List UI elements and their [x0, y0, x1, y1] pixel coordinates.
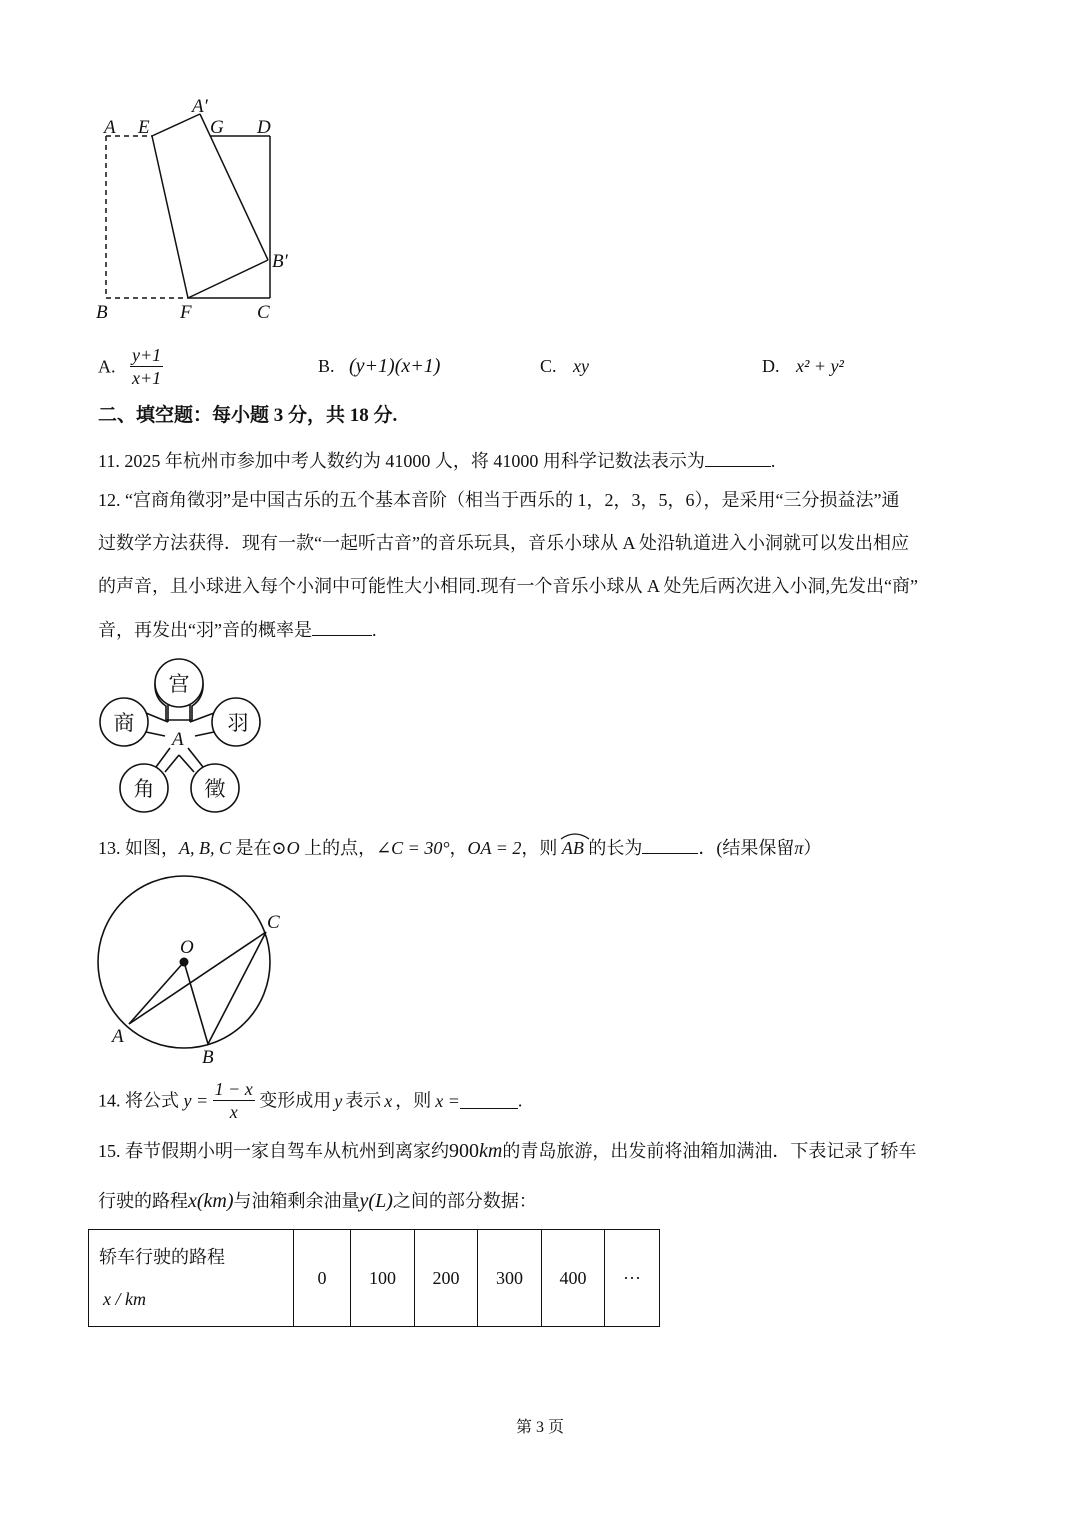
table-cell: 100	[351, 1230, 415, 1327]
answer-blank-11[interactable]	[705, 450, 771, 467]
q14-y: y =	[183, 1090, 209, 1111]
table-row	[89, 1230, 660, 1327]
q15-line2a: 行驶的路程	[98, 1191, 188, 1211]
option-a-label: A.	[98, 356, 116, 377]
folded-rectangle-figure	[90, 90, 310, 330]
table-header-cell	[89, 1230, 294, 1327]
option-b-label: B.	[318, 356, 335, 376]
circle-figure	[90, 870, 300, 1070]
table-cell: 300	[478, 1230, 542, 1327]
q13-points: A, B, C	[179, 838, 231, 858]
q13-center: O	[286, 838, 300, 858]
question-11-end: .	[770, 451, 776, 471]
question-13	[98, 837, 821, 858]
table-header-line2: x / km	[103, 1289, 146, 1309]
section-heading: 二、填空题：每小题 3 分，共 18 分.	[98, 405, 398, 426]
label-G: G	[210, 117, 224, 138]
q15-xkm: x(km)	[188, 1190, 234, 1212]
question-14	[98, 1078, 522, 1128]
label-A: A	[112, 1026, 124, 1047]
hole-shang: 商	[113, 711, 135, 735]
q14-mid3: ，则	[395, 1090, 432, 1111]
music-toy-figure	[90, 650, 280, 815]
q13-text5: ，则	[521, 838, 562, 858]
question-12-text: 音，再发出“羽”音的概率是	[98, 620, 312, 640]
label-B: B	[96, 302, 108, 323]
q14-xeq: x =	[435, 1090, 460, 1111]
q14-pre: 14. 将公式	[98, 1090, 179, 1111]
question-15-line2	[98, 1191, 537, 1211]
q15-dist: 900	[449, 1140, 479, 1162]
question-12-line1: 12. “宫商角徵羽”是中国古乐的五个基本音阶（相当于西乐的 1，2，3，5，6），是采用“三分损益法”通	[98, 490, 900, 510]
q14-end: .	[517, 1090, 523, 1111]
label-D: D	[257, 117, 271, 138]
q13-text7: ．(结果保留	[698, 838, 795, 858]
q13-text6: 的长为	[583, 838, 643, 858]
hole-yu: 羽	[227, 711, 249, 735]
table-cell: 0	[294, 1230, 351, 1327]
question-12-line3: 的声音，且小球进入每个小洞中可能性大小相同.现有一个音乐小球从 A 处先后两次进入小洞,先发出“商”	[98, 576, 918, 596]
q15-line2c: 之间的部分数据：	[392, 1191, 537, 1211]
table-header-line1: 轿车行驶的路程	[99, 1247, 225, 1267]
hole-jue: 角	[133, 777, 155, 801]
q13-text8: ）	[803, 838, 822, 858]
label-A: A	[104, 117, 116, 138]
label-B: B	[202, 1047, 214, 1068]
option-a	[98, 344, 163, 392]
label-A-prime: A′	[192, 96, 208, 117]
answer-blank-13[interactable]	[642, 837, 698, 854]
option-c	[540, 356, 589, 376]
q15-yl: y(L)	[359, 1190, 393, 1212]
label-F: F	[180, 302, 192, 323]
option-c-label: C.	[540, 356, 557, 376]
q14-fraction	[213, 1078, 255, 1123]
q14-denominator: x	[229, 1102, 238, 1122]
table-cell: 400	[542, 1230, 605, 1327]
label-B-prime: B′	[272, 251, 288, 272]
q13-text3: 上的点，	[299, 838, 377, 858]
q14-yv: y	[334, 1090, 343, 1111]
q13-arc-label: AB	[561, 838, 584, 858]
q13-text1: 13. 如图，	[98, 838, 179, 858]
q13-text4: ，	[449, 838, 468, 858]
label-O: O	[180, 937, 194, 958]
q13-oa: OA = 2	[467, 838, 522, 858]
answer-blank-14[interactable]	[460, 1092, 518, 1109]
page-number: 第 3 页	[515, 1419, 564, 1436]
q13-arc	[562, 838, 584, 858]
question-12-line2: 过数学方法获得．现有一款“一起听古音”的音乐玩具，音乐小球从 A 处沿轨道进入小洞就可以发出相应	[98, 533, 909, 553]
distance-fuel-table	[88, 1229, 660, 1327]
table-cell: 200	[415, 1230, 478, 1327]
question-15-line1	[98, 1141, 916, 1161]
label-C: C	[267, 912, 280, 933]
q13-pi: π	[794, 838, 804, 858]
question-11	[98, 450, 775, 471]
q15-line1a: 15. 春节假期小明一家自驾车从杭州到离家约	[98, 1141, 449, 1161]
q14-mid1: 变形成用	[259, 1090, 332, 1111]
option-d	[762, 356, 844, 376]
option-a-numerator: y+1	[132, 345, 162, 365]
option-d-label: D.	[762, 356, 780, 376]
option-a-denominator: x+1	[132, 368, 162, 388]
question-12-end: .	[371, 620, 377, 640]
hole-zhi: 徵	[204, 777, 226, 801]
table-cell: ···	[605, 1230, 660, 1327]
answer-blank-12[interactable]	[312, 619, 372, 636]
question-11-text: 11. 2025 年杭州市参加中考人数约为 41000 人，将 41000 用科学记数法表示为	[98, 451, 705, 471]
q15-unit: km	[479, 1140, 503, 1162]
q13-angle: ∠C = 30°	[376, 838, 450, 858]
q14-numerator: 1 − x	[214, 1079, 253, 1099]
q14-mid2: 表示	[345, 1090, 382, 1111]
option-b-expr: (y+1)(x+1)	[349, 355, 441, 377]
q15-line2b: 与油箱剩余油量	[233, 1191, 360, 1211]
center-label-A: A	[172, 729, 184, 750]
label-C: C	[257, 302, 270, 323]
q15-line1b: 的青岛旅游，出发前将油箱加满油．下表记录了轿车	[502, 1141, 917, 1161]
arc-mark-icon	[560, 832, 590, 840]
option-d-expr: x² + y²	[796, 356, 844, 376]
hole-gong: 宫	[168, 672, 190, 696]
option-b	[318, 356, 440, 376]
label-E: E	[138, 117, 150, 138]
question-12-line4	[98, 619, 376, 640]
q13-text2: 是在⊙	[231, 838, 287, 858]
option-a-fraction	[130, 344, 163, 389]
q14-xv: x	[384, 1090, 393, 1111]
option-c-expr: xy	[573, 356, 589, 376]
